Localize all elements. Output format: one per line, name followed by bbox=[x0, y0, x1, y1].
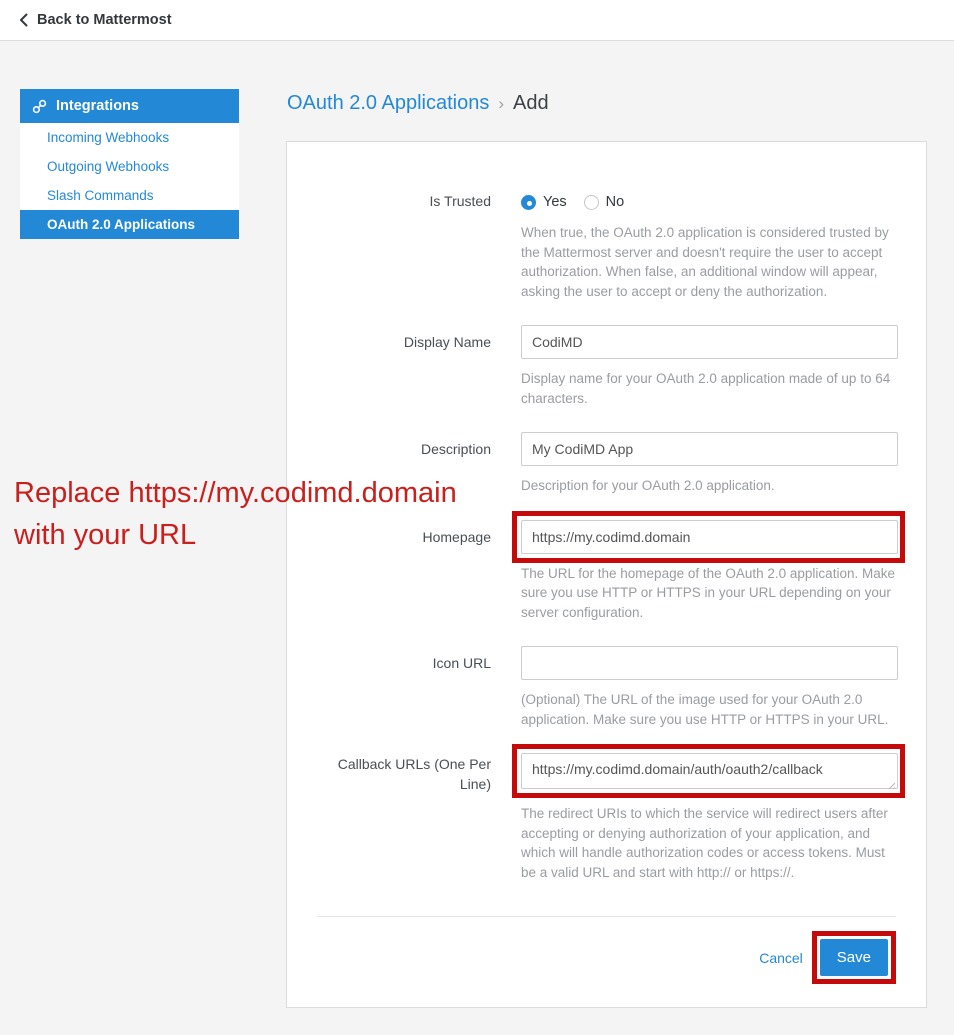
link-icon bbox=[32, 99, 47, 114]
sidebar-item-incoming-webhooks[interactable]: Incoming Webhooks bbox=[47, 130, 170, 145]
icon-url-label: Icon URL bbox=[432, 655, 491, 671]
radio-checked-icon bbox=[521, 195, 536, 210]
sidebar-item-outgoing-webhooks[interactable]: Outgoing Webhooks bbox=[47, 159, 170, 174]
homepage-label: Homepage bbox=[422, 528, 491, 545]
integrations-sidebar bbox=[20, 89, 239, 239]
breadcrumb-current-add: Add bbox=[513, 92, 549, 114]
is-trusted-no-radio[interactable] bbox=[584, 194, 625, 210]
sidebar-header-integrations bbox=[20, 89, 239, 123]
back-to-mattermost-link[interactable] bbox=[19, 12, 172, 28]
is-trusted-no-label: No bbox=[605, 194, 625, 210]
description-input[interactable] bbox=[521, 432, 898, 466]
is-trusted-yes-label: Yes bbox=[543, 194, 567, 210]
display-name-input[interactable] bbox=[521, 325, 898, 359]
callback-urls-help: The redirect URIs to which the service will redirect users after accepting or denying authorization of your application, and which will handle authorization codes or access tokens. Must be a valid URL and start with http:// or https://. bbox=[521, 806, 888, 880]
callback-urls-row bbox=[317, 753, 896, 882]
display-name-row bbox=[317, 325, 896, 408]
is-trusted-help: When true, the OAuth 2.0 application is considered trusted by the Mattermost server and doesn't require the user to accept authorization. When false, an additional window will appear, asking the user to accept or deny the authorization. bbox=[521, 225, 889, 299]
icon-url-row bbox=[317, 646, 896, 729]
cancel-button[interactable]: Cancel bbox=[759, 949, 803, 966]
top-bar bbox=[0, 0, 954, 41]
oauth-add-form-panel bbox=[286, 141, 927, 1008]
sidebar-item-oauth-applications[interactable]: OAuth 2.0 Applications bbox=[20, 210, 239, 239]
callback-urls-label: Callback URLs (One Per Line) bbox=[337, 756, 491, 792]
is-trusted-label: Is Trusted bbox=[429, 193, 491, 209]
homepage-input[interactable] bbox=[521, 520, 898, 554]
breadcrumb-oauth-applications-link[interactable]: OAuth 2.0 Applications bbox=[287, 92, 490, 114]
breadcrumb bbox=[287, 92, 549, 115]
description-help: Description for your OAuth 2.0 application. bbox=[521, 478, 775, 493]
icon-url-help: (Optional) The URL of the image used for your OAuth 2.0 application. Make sure you use HTTP or HTTPS in your URL. bbox=[521, 692, 889, 727]
chevron-left-icon bbox=[19, 13, 28, 27]
description-row bbox=[317, 432, 896, 496]
icon-url-input[interactable] bbox=[521, 646, 898, 680]
annotation-line-1: Replace https://my.codimd.domain bbox=[14, 477, 457, 509]
back-link-label: Back to Mattermost bbox=[37, 12, 172, 28]
is-trusted-yes-radio[interactable] bbox=[521, 194, 567, 210]
callback-urls-textarea[interactable] bbox=[521, 753, 898, 789]
breadcrumb-separator: › bbox=[498, 94, 505, 113]
homepage-row bbox=[317, 520, 896, 623]
is-trusted-row bbox=[317, 190, 896, 301]
save-button[interactable]: Save bbox=[820, 939, 888, 976]
display-name-label: Display Name bbox=[403, 334, 491, 350]
description-label: Description bbox=[420, 441, 491, 457]
radio-unchecked-icon bbox=[584, 195, 599, 210]
sidebar-item-slash-commands[interactable]: Slash Commands bbox=[47, 188, 154, 203]
display-name-help: Display name for your OAuth 2.0 application made of up to 64 characters. bbox=[521, 371, 891, 406]
sidebar-header-label: Integrations bbox=[56, 98, 139, 114]
homepage-help: The URL for the homepage of the OAuth 2.0 application. Make sure you use HTTP or HTTPS in your URL depending on your server configuration. bbox=[521, 565, 895, 620]
annotation-line-2: with your URL bbox=[14, 519, 197, 551]
form-footer bbox=[317, 917, 896, 976]
is-trusted-radio-group bbox=[521, 190, 898, 210]
